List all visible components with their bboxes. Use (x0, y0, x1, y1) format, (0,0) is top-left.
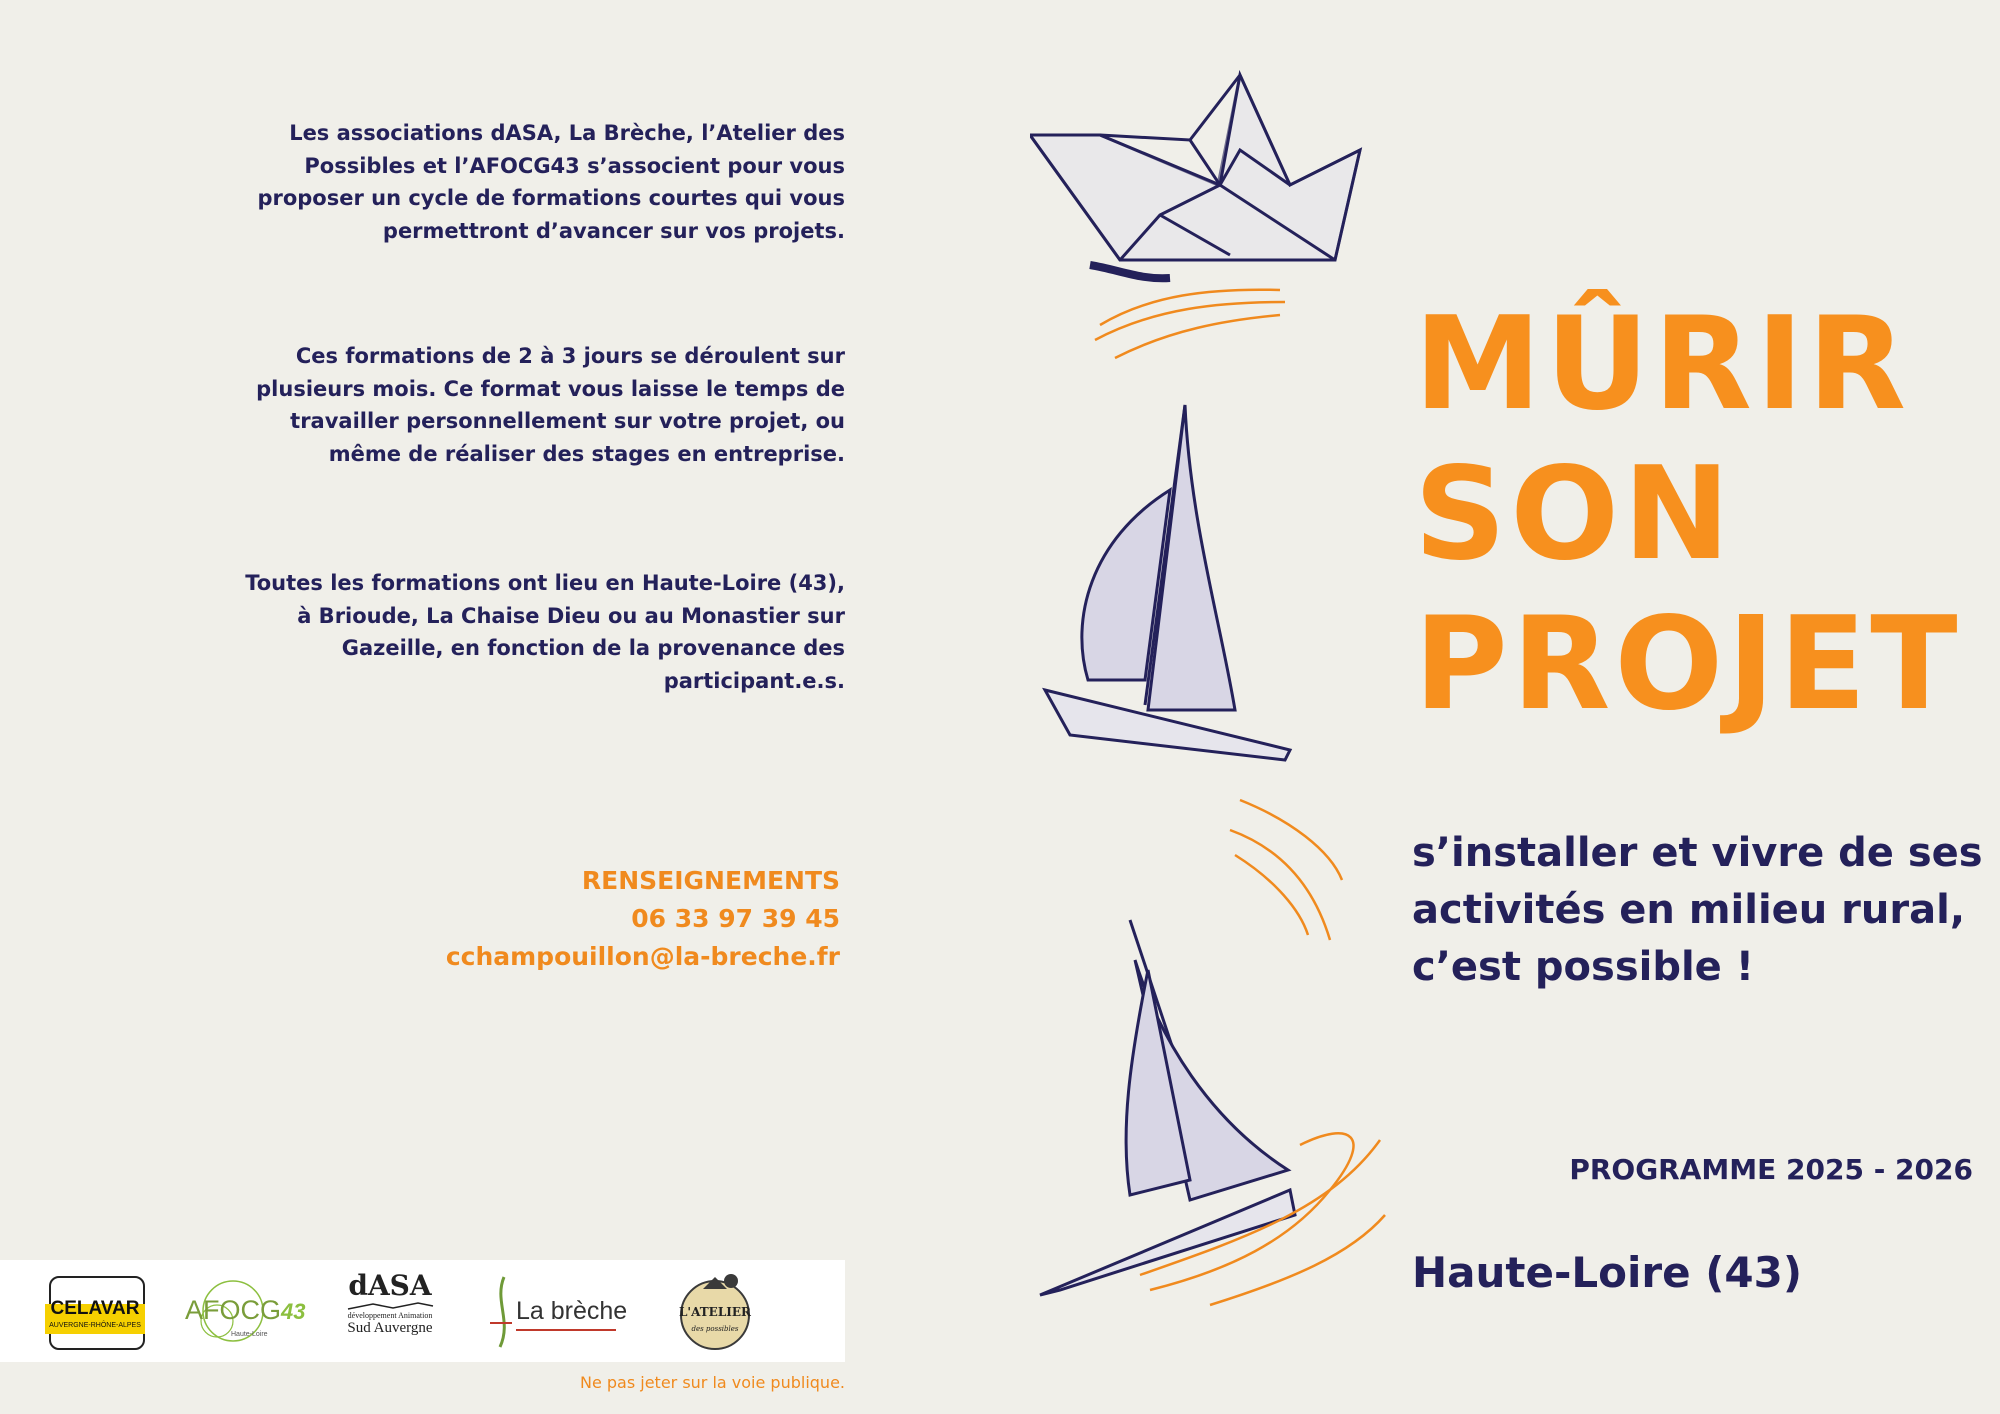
atelier-name: L'ATELIER (678, 1305, 751, 1319)
intro-line: participant.e.s. (663, 668, 845, 693)
intro-line: Ces formations de 2 à 3 jours se déroulent sur (295, 344, 845, 368)
disclaimer-text: Ne pas jeter sur la voie publique. (579, 1373, 845, 1392)
intro-line: Gazeille, en fonction de la provenance des (341, 636, 845, 660)
dasa-line-icon (338, 1301, 442, 1311)
swoosh-1-icon (1095, 290, 1285, 358)
dasa-sub1: développement Animation (347, 1311, 433, 1320)
tagline-line: s’installer et vivre de ses (1412, 830, 1983, 876)
intro-line: Les associations dASA, La Brèche, l’Atelier des (289, 121, 845, 145)
intro-paragraph-1 (200, 117, 845, 247)
dasa-sub2: Sud Auvergne (347, 1320, 433, 1336)
celavar-name: CELAVAR (50, 1298, 140, 1319)
breche-leaf-icon (486, 1271, 516, 1351)
sailboat-1-icon (1045, 405, 1290, 760)
intro-line: plusieurs mois. Ce format vous laisse le temps de (256, 376, 845, 401)
intro-line: même de réaliser des stages en entreprise. (328, 441, 845, 466)
afocg-logo (180, 1270, 310, 1352)
intro-line: Toutes les formations ont lieu en Haute-Loire (43), (245, 571, 845, 595)
title-line: SON (1414, 440, 1735, 589)
celavar-sub: AUVERGNE-RHÔNE-ALPES (49, 1322, 141, 1329)
contact-heading: RENSEIGNEMENTS (581, 866, 840, 895)
intro-paragraph-2 (200, 340, 845, 470)
tagline-line: activités en milieu rural, (1412, 887, 1966, 933)
afocg-name: AFOCG (185, 1295, 282, 1325)
paper-boat-icon (1030, 75, 1360, 278)
dasa-name: dASA (348, 1269, 432, 1302)
celavar-logo (40, 1270, 150, 1352)
dasa-logo (335, 1270, 445, 1352)
swoosh-2-icon (1230, 800, 1342, 940)
breche-name: La brèche (516, 1297, 628, 1325)
main-title (1414, 290, 1962, 740)
program-years: PROGRAMME 2025 - 2026 (1569, 1153, 1973, 1186)
intro-line: permettront d’avancer sur vos projets. (382, 218, 845, 243)
intro-paragraph-3 (200, 567, 845, 697)
title-line: PROJET (1414, 590, 1962, 739)
tagline-line: c’est possible ! (1412, 944, 1754, 990)
intro-line: travailler personnellement sur votre projet, ou (290, 409, 845, 433)
contact-block (330, 862, 840, 976)
title-line: MÛRIR (1414, 290, 1911, 439)
afocg-sub: Haute-Loire (231, 1331, 268, 1338)
intro-line: proposer un cycle de formations courtes qui vous (257, 186, 845, 210)
boats-illustration (1030, 40, 1390, 1320)
partner-logos-strip (0, 1260, 845, 1362)
intro-line: à Brioude, La Chaise Dieu ou au Monastier sur (297, 603, 845, 628)
atelier-logo (665, 1270, 765, 1352)
atelier-sub: des possibles (691, 1325, 739, 1333)
region-label: Haute-Loire (43) (1412, 1248, 1803, 1297)
intro-line: Possibles et l’AFOCG43 s’associent pour vous (304, 153, 845, 178)
sailboat-2-icon (1040, 920, 1295, 1295)
contact-phone[interactable]: 06 33 97 39 45 (631, 904, 840, 933)
tagline (1412, 825, 1992, 996)
contact-email[interactable]: cchampouillon@la-breche.fr (445, 942, 840, 971)
la-breche-logo (485, 1270, 635, 1352)
afocg-number: 43 (281, 1299, 306, 1324)
